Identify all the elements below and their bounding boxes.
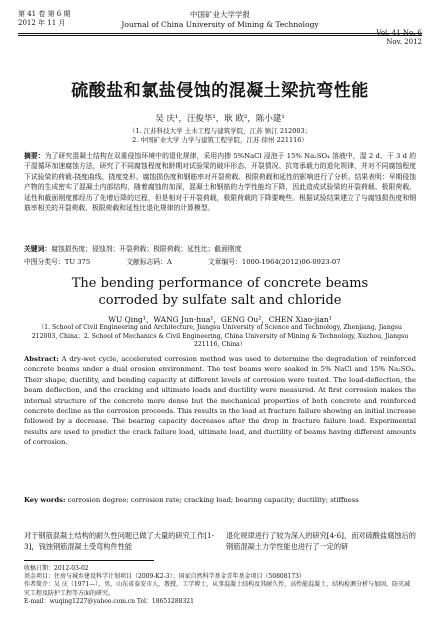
abstract-cn-label: 摘要： [24,152,45,160]
abstract-en-label: Abstract: [24,355,59,363]
abstract-cn-text: 为了研究混凝土结构在双重侵蚀环境中的退化规律，采用内掺 5%NaCl 浸泡于 15% Na₂SO₄ 溶液中，湿 2 d、干 3 d 的干湿循环加速腐蚀方法，研究了不同腐蚀程度和龄期对试验梁的破坏形态、开裂情况、抗弯承载力的退化规律，并对不同腐蚀程度下试验梁的荷载-挠度曲线、挠度变形、腐蚀损伤度和钢筋率对开裂荷载、极限荷载和延性的影响进行了分析。结果表明：早期侵蚀产物的生成密实了混凝土内部结构，随着腐蚀的加深，混凝土和钢筋的力学性能均下降，因此造成试验梁的开裂荷载、极限荷载、延性和截面刚度都经历了先增后降的过程，但是相对于开裂荷载，极限荷载的下降要晚些。根据试验结果建立了与腐蚀损伤度和钢筋率相关的开裂荷载、极限荷载和延性比退化规律的计算模型。 [24,152,416,213]
journal-header [0,10,440,46]
clc-number: 中图分类号：TU 375 [24,258,91,266]
header-date-en: Nov. 2012 [386,38,422,46]
author-list: 吴 庆¹，汪俊华¹，耿 欧²，陈小建¹ [155,114,285,124]
body-column-right: 退化规律进行了较为深入的研究[4-6]，而对硫酸盐腐蚀后的钢筋混凝土力学性能也进行了一定的研 [226,531,416,551]
document-code: 文献标志码：A [126,258,172,266]
header-vol-no: Vol. 41 No. 6 [376,29,422,37]
abstract-cn [24,151,416,213]
header-date-cn: 2012 年 11 月 [18,19,66,27]
footnote-received: 收稿日期：2012-03-02 [24,565,89,572]
keywords-en [24,495,416,505]
affiliation-line-2: 2. 中国矿业大学 力学与建筑工程学院，江苏 徐州 221116） [132,136,308,144]
keywords-en-text: corrosion degree; corrosion rate; cracking load; bearing capacity; ductility; stiffness [67,496,359,504]
footnote-rule [24,560,154,561]
keywords-cn [24,244,416,254]
paper-title: 硫酸盐和氯盐侵蚀的混凝土梁抗弯性能 [71,81,369,101]
header-journal-cn: 中国矿业大学学报 [190,10,250,19]
classification-line [24,256,377,266]
english-title-line-2: corroded by sulfate salt and chloride [98,293,342,308]
footnotes [24,565,416,606]
english-authors: WU Qing¹，WANG Jun-hua¹，GENG Ou²，CHEN Xiao-jian¹ [108,315,332,324]
abstract-en [24,354,416,448]
header-volume-en [376,29,422,47]
footnote-contact: E-mail：wuqing1227@yahoo.com.cn Tel：18651288321 [24,597,194,605]
header-volume [18,10,71,28]
header-rule-bottom [18,35,422,36]
abstract-en-text: A dry-wet cycle, accelerated corrosion method was used to determine the degradation of reinforced concrete beams under a dual erosion environment. The test beams were soaked in 5% NaCl and 15% Na₂SO₄. Their shape, ductility, and bending capacity at different levels of corrosion were tested. The load-deflection, the beam deflection, and the cracking and ultimate loads and ductility were measured. At first corrosion makes the internal structure of the concrete more dense but the mechanical properties of both concrete and reinforced concrete decline as the corrosion proceeds. This results in the load at fracture failure showing an initial increase followed by a decrease. The bearing capacity decreases after the drop in fracture failure load. Experimental results are used to predict the crack failure load, ultimate load, and ductility of beams having different amounts of corrosion. [24,355,416,447]
footnote-author-bio: 作者简介：吴 庆（1971—），男，山东省泰安市人，教授，工学博士，从事混凝土结构及其耐久性、高性能混凝土、结构检测分析与加固、防灾减灾工程及防护工程等方面的研究。 [24,581,411,597]
header-rule-top [18,33,422,34]
article-number: 文章编号：1000-1964(2012)06-0923-07 [207,258,341,266]
header-journal-en: Journal of China University of Mining & Technology [121,19,319,29]
keywords-cn-text: 腐蚀损伤度；侵蚀剂；开裂荷载；极限荷载；延性比；截面刚度 [51,245,242,253]
english-title [0,275,440,309]
keywords-en-label: Key words: [24,496,66,504]
footnote-funding: 基金项目：住房与城乡建设科学计划项目（2009-K2-3）；国家自然科学基金青年基金项目（50808173） [24,573,305,581]
header-volume-issue: 第 41 卷 第 6 期 [18,10,71,18]
english-affiliations: （1. School of Civil Engineering and Architecture, Jiangsu University of Science and Technology, Zhenjiang, Jiangsu 212003, China；2. School of Mechanics & Civil Engineering, China University of Mining & Technology, Xuzhou, Jiangsu 221116, China） [31,324,409,348]
body-column-left: 对于钢筋混凝土结构的耐久性问题已做了大量的研究工作[1-3]，钱蚀钢筋混凝土受弯构件性能 [24,531,214,551]
keywords-cn-label: 关键词： [24,245,52,253]
affiliation-line-1: （1. 江苏科技大学 土木工程与建筑学院，江苏 镇江 212003； [128,127,312,135]
english-title-line-1: The bending performance of concrete beams [71,276,369,291]
